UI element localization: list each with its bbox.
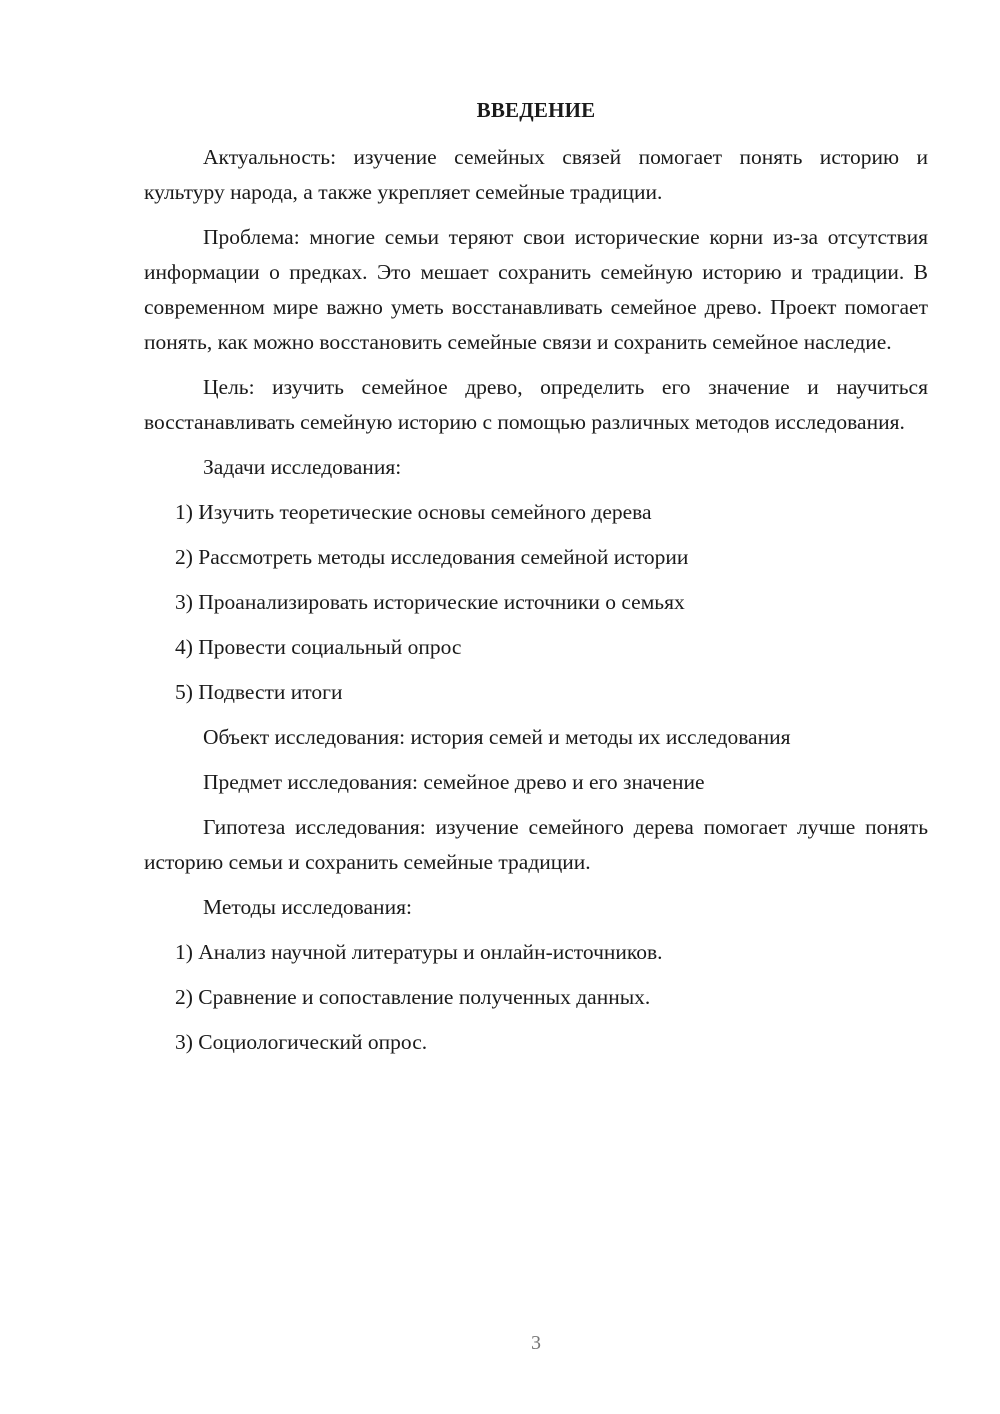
task-item: 2) Рассмотреть методы исследования семейной истории xyxy=(175,545,689,569)
task-item: 3) Проанализировать исторические источники о семьях xyxy=(175,590,685,614)
document-page xyxy=(144,93,928,1070)
task-item: 1) Изучить теоретические основы семейного дерева xyxy=(175,500,652,524)
goal-paragraph: Цель: изучить семейное древо, определить его значение и научиться восстанавливать семейную историю с помощью различных методов исследования. xyxy=(144,375,928,434)
problem-paragraph: Проблема: многие семьи теряют свои исторические корни из-за отсутствия информации о предках. Это мешает сохранить семейную историю и традиции. В современном мире важно уметь восстанавливать семейное древо. Проект помогает понять, как можно восстановить семейные связи и сохранить семейное наследие. xyxy=(144,225,928,354)
task-item: 5) Подвести итоги xyxy=(175,680,343,704)
method-item: 3) Социологический опрос. xyxy=(175,1030,428,1054)
research-object: Объект исследования: история семей и методы их исследования xyxy=(203,725,791,749)
hypothesis-paragraph: Гипотеза исследования: изучение семейного дерева помогает лучше понять историю семьи и сохранить семейные традиции. xyxy=(144,815,928,874)
relevance-paragraph: Актуальность: изучение семейных связей помогает понять историю и культуру народа, а также укрепляет семейные традиции. xyxy=(144,145,928,204)
method-item: 2) Сравнение и сопоставление полученных данных. xyxy=(175,985,651,1009)
page-number: 3 xyxy=(531,1332,541,1354)
research-subject: Предмет исследования: семейное древо и его значение xyxy=(203,770,705,794)
task-item: 4) Провести социальный опрос xyxy=(175,635,462,659)
method-item: 1) Анализ научной литературы и онлайн-источников. xyxy=(175,940,663,964)
tasks-heading: Задачи исследования: xyxy=(203,455,402,479)
methods-heading: Методы исследования: xyxy=(203,895,412,919)
section-title: ВВЕДЕНИЕ xyxy=(476,98,596,122)
